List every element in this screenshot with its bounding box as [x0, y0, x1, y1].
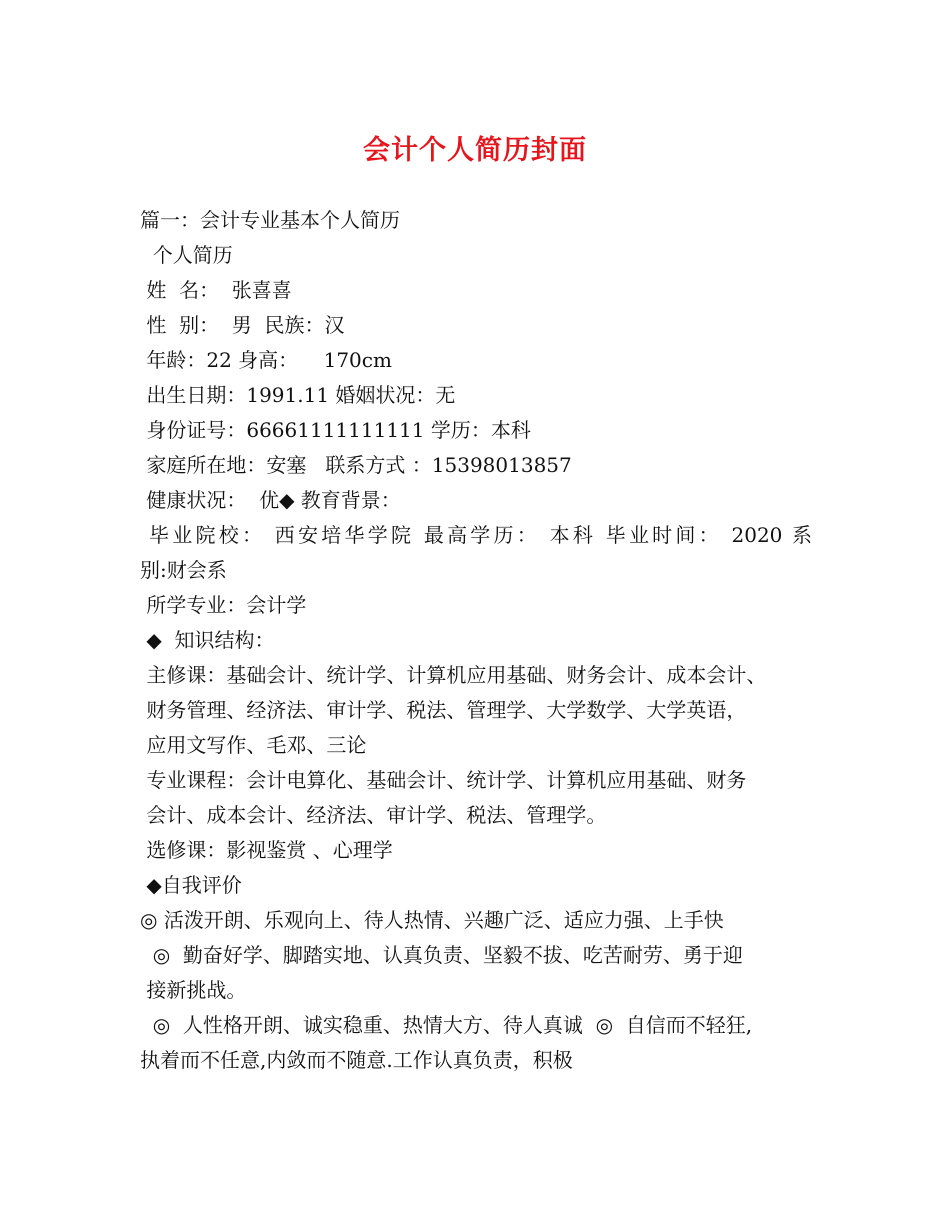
- self-evaluation-heading: ◆自我评价: [140, 873, 242, 897]
- evaluation-line-4: ◎ 人性格开朗、诚实稳重、热情大方、待人真诚 ◎ 自信而不轻狂,: [140, 1013, 753, 1037]
- gender-line: 性 别： 男 民族：汉: [140, 313, 345, 337]
- evaluation-line-5: 执着而不任意,内敛而不随意.工作认真负责，积极: [140, 1048, 573, 1072]
- document-body: [140, 203, 812, 1078]
- birth-line: 出生日期：1991.11 婚姻状况：无: [140, 383, 456, 407]
- professional-courses-line-2: 会计、成本会计、经济法、审计学、税法、管理学。: [140, 803, 607, 827]
- section-heading: 篇一：会计专业基本个人简历: [140, 208, 400, 232]
- age-height-line: 年龄：22 身高： 170cm: [140, 348, 392, 372]
- health-line: 健康状况： 优◆ 教育背景：: [140, 488, 401, 512]
- major-line: 所学专业：会计学: [140, 593, 307, 617]
- elective-courses-line: 选修课：影视鉴赏 、心理学: [140, 838, 393, 862]
- name-line: 姓 名： 张喜喜: [140, 278, 292, 302]
- id-line: 身份证号：66661111111111 学历：本科: [140, 418, 531, 442]
- main-courses-line-1: 主修课：基础会计、统计学、计算机应用基础、财务会计、成本会计、: [140, 663, 767, 687]
- evaluation-line-1: ◎ 活泼开朗、乐观向上、待人热情、兴趣广泛、适应力强、上手快: [140, 908, 724, 932]
- knowledge-heading: ◆ 知识结构：: [140, 628, 275, 652]
- address-line: 家庭所在地：安塞 联系方式 ：15398013857: [140, 453, 572, 477]
- resume-heading: 个人简历: [140, 243, 233, 267]
- evaluation-line-2: ◎ 勤奋好学、脚踏实地、认真负责、坚毅不拔、吃苦耐劳、勇于迎: [140, 943, 743, 967]
- professional-courses-line-1: 专业课程：会计电算化、基础会计、统计学、计算机应用基础、财务: [140, 768, 747, 792]
- main-courses-line-3: 应用文写作、毛邓、三论: [140, 733, 367, 757]
- document-title: 会计个人简历封面: [363, 135, 587, 166]
- department-line: 别:财会系: [140, 558, 227, 582]
- main-courses-line-2: 财务管理、经济法、审计学、税法、管理学、大学数学、大学英语，: [140, 698, 747, 722]
- evaluation-line-3: 接新挑战。: [140, 978, 247, 1002]
- school-line: 毕业院校： 西安培华学院 最高学历： 本科 毕业时间： 2020 系: [149, 523, 812, 547]
